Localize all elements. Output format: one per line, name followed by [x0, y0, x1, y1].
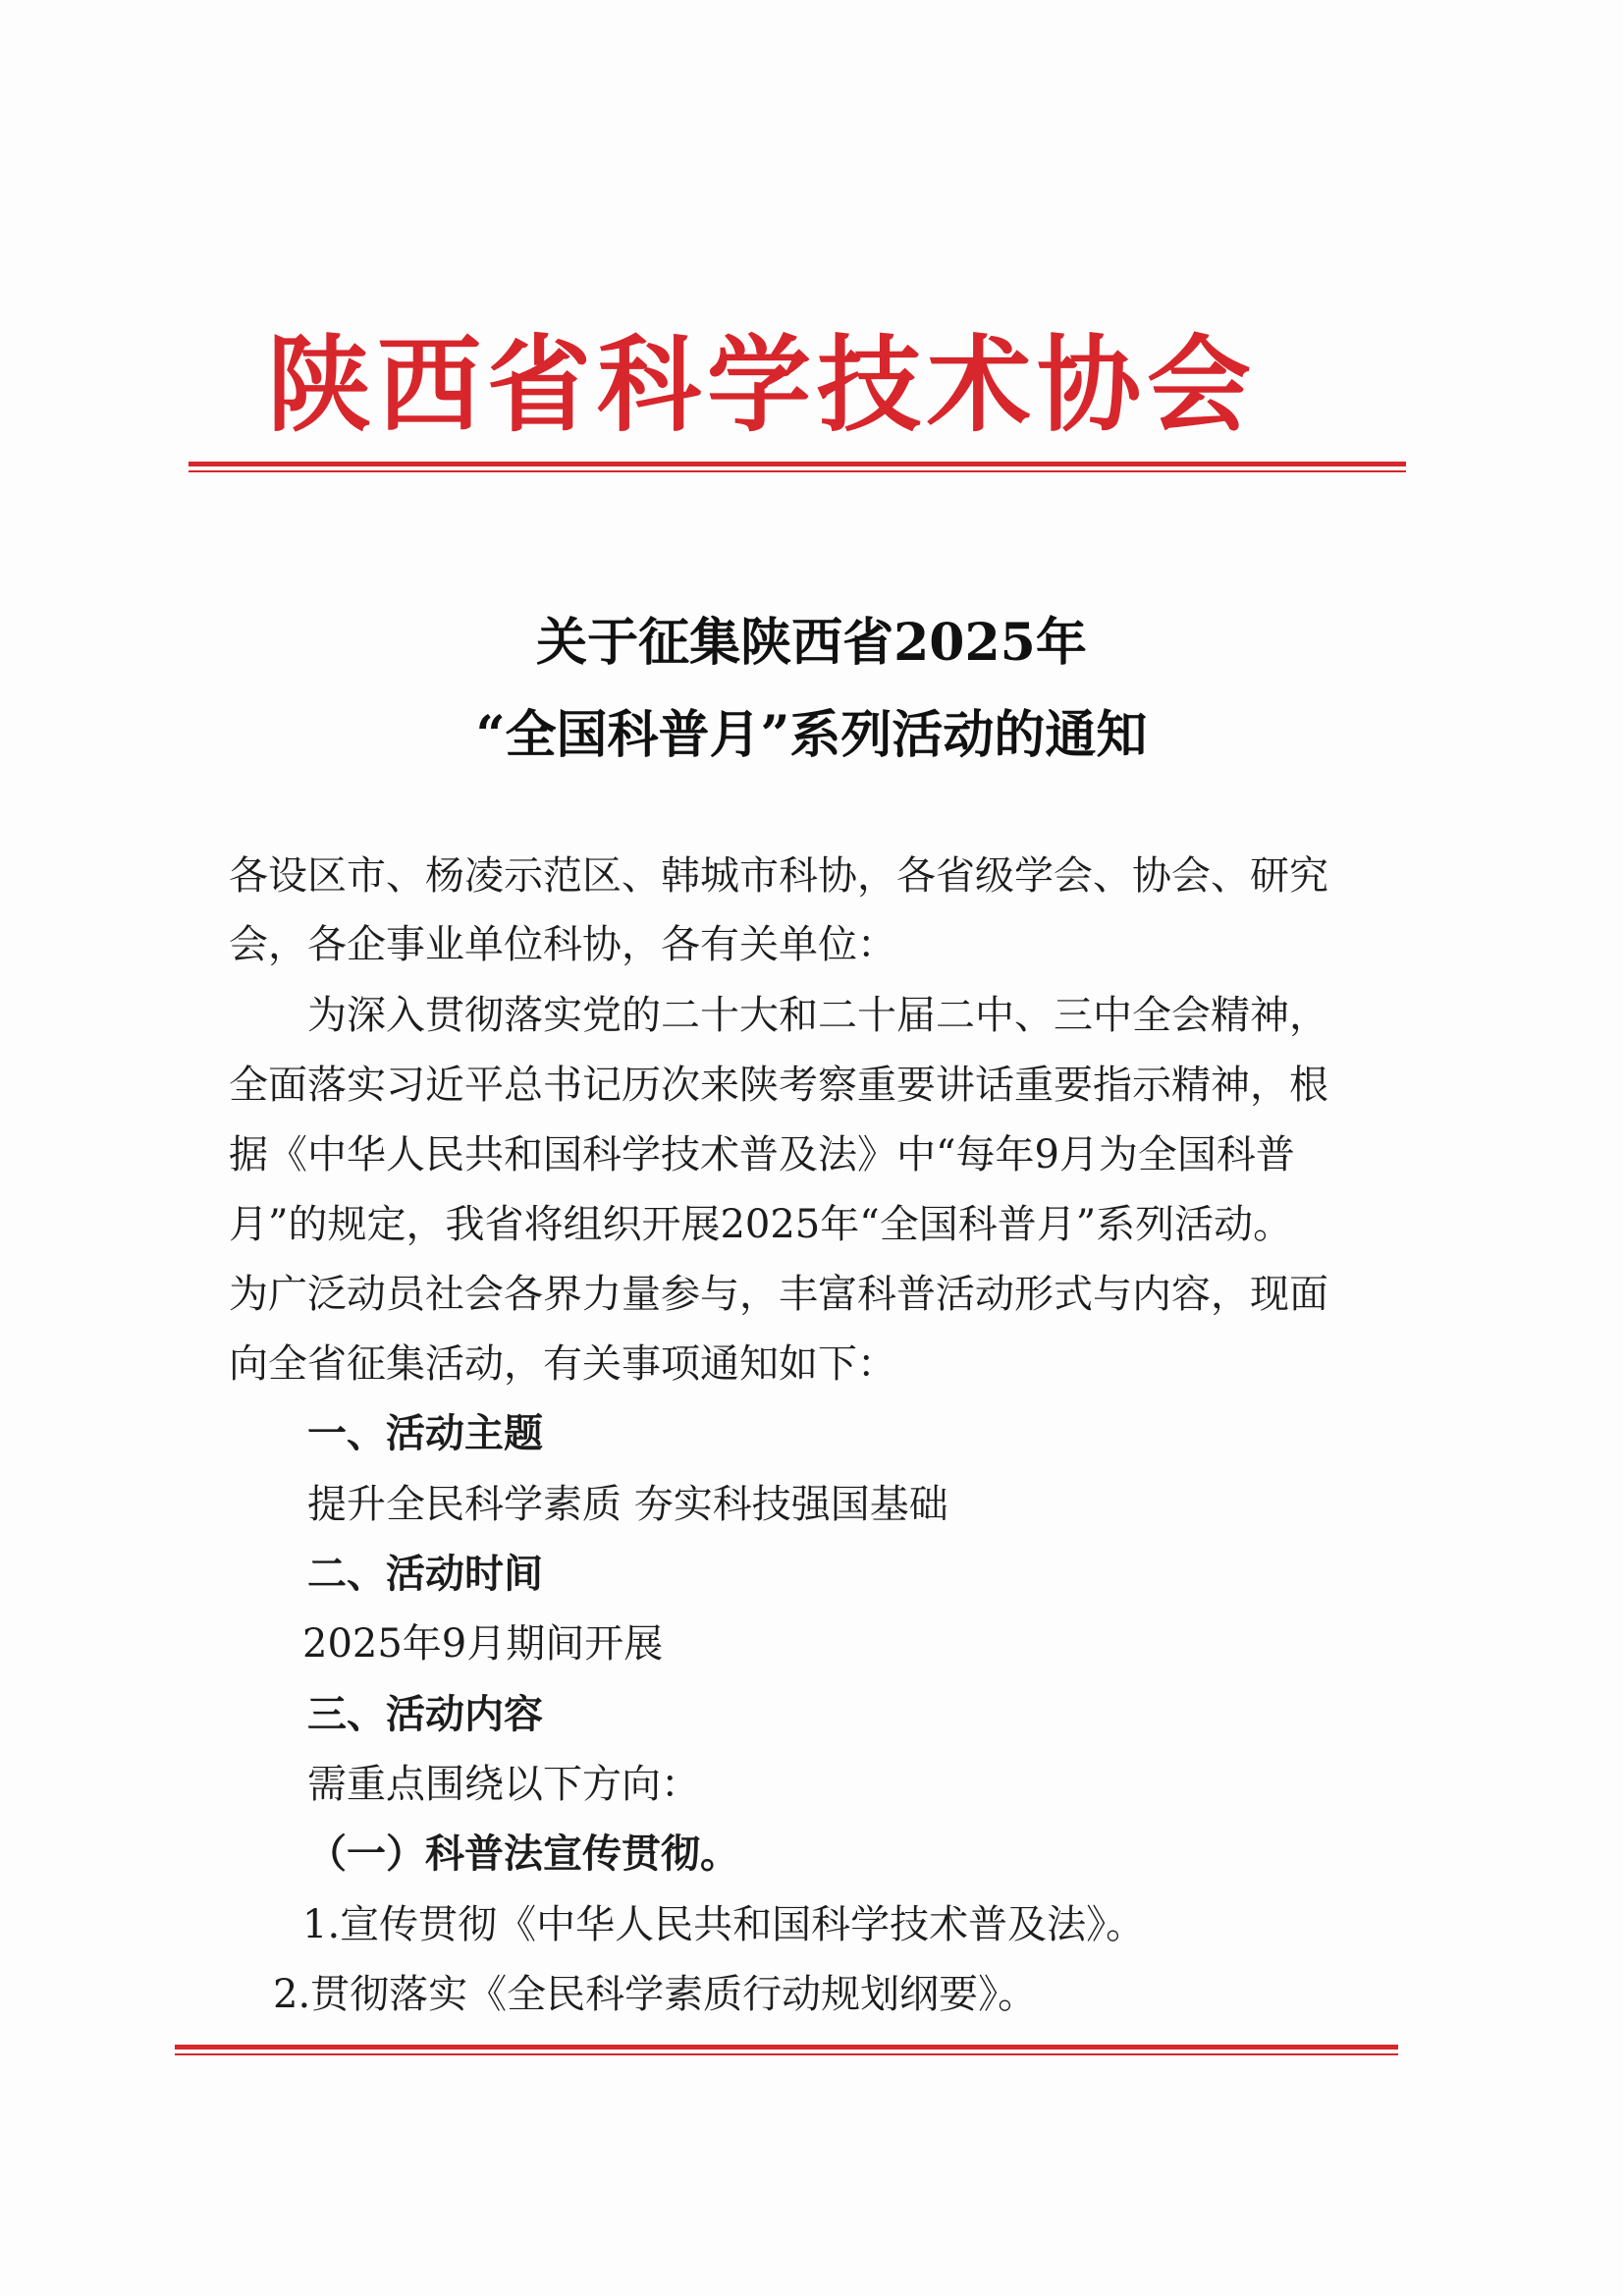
subsection-1-heading: （一）科普法宣传贯彻。	[307, 1831, 739, 1877]
section-time-text: 2025年9月期间开展	[302, 1621, 664, 1667]
addressee-line2: 会，各企事业单位科协，各有关单位：	[229, 922, 896, 967]
rule-thin-line	[189, 470, 1406, 472]
rule-thick-line	[175, 2045, 1398, 2050]
section-content-text: 需重点围绕以下方向：	[307, 1762, 700, 1807]
section-theme-heading: 一、活动主题	[307, 1411, 543, 1456]
intro-line2: 全面落实习近平总书记历次来陕考察重要讲话重要指示精神，根	[229, 1063, 1328, 1108]
subsection-1-item1: 1.宣传贯彻《中华人民共和国科学技术普及法》。	[302, 1902, 1146, 1947]
intro-line6: 向全省征集活动，有关事项通知如下：	[229, 1341, 896, 1387]
intro-line3: 据《中华人民共和国科学技术普及法》中“每年9月为全国科普	[229, 1132, 1295, 1177]
footer-red-rule	[175, 2045, 1398, 2055]
subsection-1-item2: 2.贯彻落实《全民科学素质行动规划纲要》。	[273, 1972, 1038, 2017]
section-theme-text: 提升全民科学素质 夯实科技强国基础	[307, 1482, 948, 1527]
addressee-line1: 各设区市、杨凌示范区、韩城市科协，各省级学会、协会、研究	[229, 853, 1328, 899]
rule-thin-line	[175, 2053, 1398, 2055]
masthead-red-rule	[189, 462, 1406, 472]
section-content-heading: 三、活动内容	[307, 1692, 543, 1737]
intro-line1: 为深入贯彻落实党的二十大和二十届二中、三中全会精神，	[307, 993, 1328, 1038]
notice-title-line2: “全国科普月”系列活动的通知	[475, 705, 1148, 765]
section-time-heading: 二、活动时间	[307, 1552, 543, 1597]
notice-title-line1: 关于征集陕西省2025年	[536, 613, 1087, 673]
intro-line5: 为广泛动员社会各界力量参与，丰富科普活动形式与内容，现面	[229, 1272, 1328, 1317]
masthead-org-name: 陕西省科学技术协会	[267, 325, 1257, 446]
rule-thick-line	[189, 462, 1406, 466]
intro-line4: 月”的规定，我省将组织开展2025年“全国科普月”系列活动。	[229, 1202, 1293, 1247]
